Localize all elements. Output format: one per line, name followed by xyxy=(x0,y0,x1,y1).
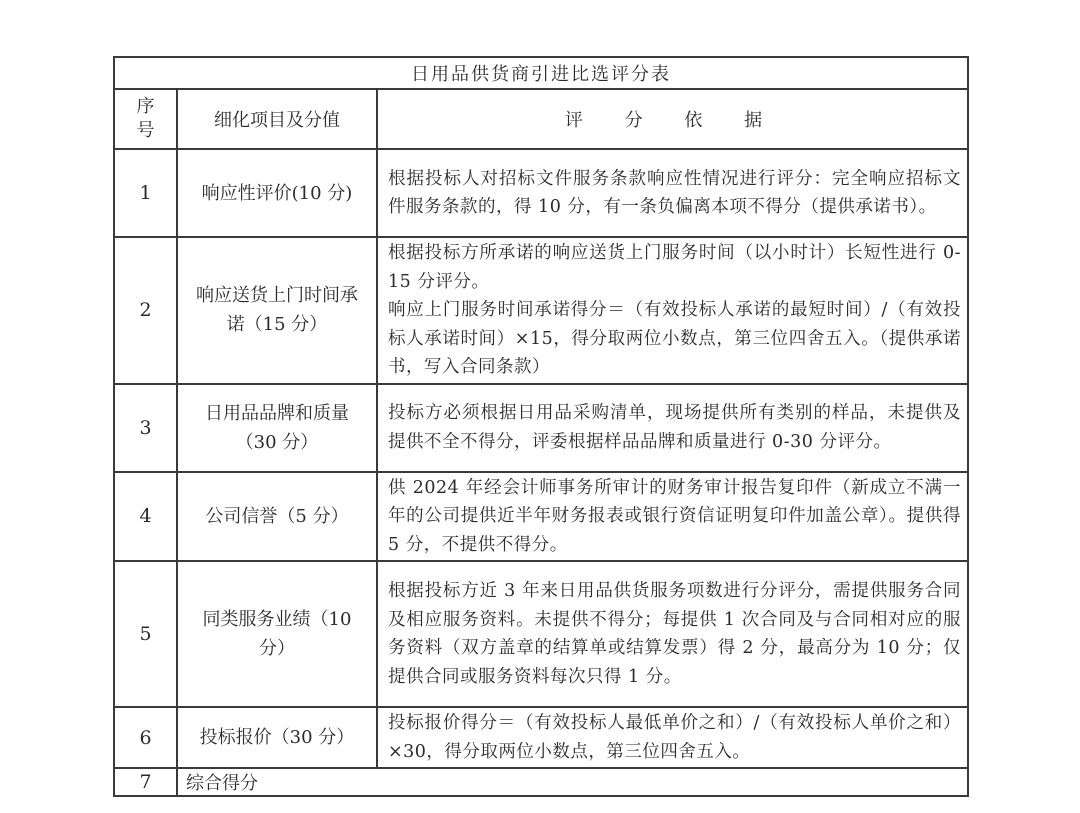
row-index: 2 xyxy=(114,237,177,384)
row-index: 3 xyxy=(114,384,177,472)
row-item xyxy=(177,237,377,384)
table-header-row xyxy=(114,89,968,149)
row-item: 投标报价（30 分） xyxy=(177,707,377,768)
row-basis-text: 根据投标方所承诺的响应送货上门服务时间（以小时计）长短性进行 0-15 分评分。 xyxy=(388,243,962,292)
header-basis: 评 分 依 据 xyxy=(377,89,968,149)
row-item xyxy=(177,561,377,707)
table-title-row xyxy=(114,57,968,89)
table-row xyxy=(114,472,968,562)
row-basis: 根据投标方近 3 年来日用品供货服务项数进行分评分，需提供服务合同及相应服务资料。未提供不得分；每提供 1 次合同及与合同相对应的服务资料（双方盖章的结算单或结算发票）得 2 分，最高分为 10 分；仅提供合同或服务资料每次只得 1 分。 xyxy=(377,561,968,707)
row-item-label: 同类服务业绩（10 分） xyxy=(202,609,352,659)
table-row xyxy=(114,237,968,384)
table-row xyxy=(114,707,968,768)
header-index-label: 序号 xyxy=(136,96,155,141)
row-index: 7 xyxy=(114,768,177,796)
header-item: 细化项目及分值 xyxy=(177,89,377,149)
row-item: 公司信誉（5 分） xyxy=(177,472,377,562)
row-item xyxy=(177,384,377,472)
row-basis: 投标方必须根据日用品采购清单，现场提供所有类别的样品，未提供及提供不全不得分，评委根据样品品牌和质量进行 0-30 分评分。 xyxy=(377,384,968,472)
row-index: 4 xyxy=(114,472,177,562)
row-index: 5 xyxy=(114,561,177,707)
row-basis xyxy=(377,237,968,384)
row-item-label: 日用品品牌和质量（30 分） xyxy=(205,402,349,453)
row-item-label: 响应送货上门时间承诺（15 分） xyxy=(196,285,358,336)
row-item: 响应性评价(10 分) xyxy=(177,149,377,237)
table-row xyxy=(114,149,968,237)
table-row xyxy=(114,768,968,796)
row-index: 1 xyxy=(114,149,177,237)
row-basis: 根据投标人对招标文件服务条款响应性情况进行评分：完全响应招标文件服务条款的，得 10 分，有一条负偏离本项不得分（提供承诺书）。 xyxy=(377,149,968,237)
table-row xyxy=(114,561,968,707)
table-row xyxy=(114,384,968,472)
row-basis-text-2: 响应上门服务时间承诺得分＝（有效投标人承诺的最短时间）/（有效投标人承诺时间）×15，得分取两位小数点，第三位四舍五入。（提供承诺书，写入合同条款） xyxy=(388,300,962,377)
row-basis: 供 2024 年经会计师事务所审计的财务审计报告复印件（新成立不满一年的公司提供近半年财务报表或银行资信证明复印件加盖公章）。提供得 5 分，不提供不得分。 xyxy=(377,472,968,562)
table-title: 日用品供货商引进比选评分表 xyxy=(114,57,968,89)
row-item: 综合得分 xyxy=(177,768,968,796)
scoring-table xyxy=(113,56,969,797)
row-basis: 投标报价得分＝（有效投标人最低单价之和）/（有效投标人单价之和）×30，得分取两位小数点，第三位四舍五入。 xyxy=(377,707,968,768)
row-index: 6 xyxy=(114,707,177,768)
header-index xyxy=(114,89,177,149)
